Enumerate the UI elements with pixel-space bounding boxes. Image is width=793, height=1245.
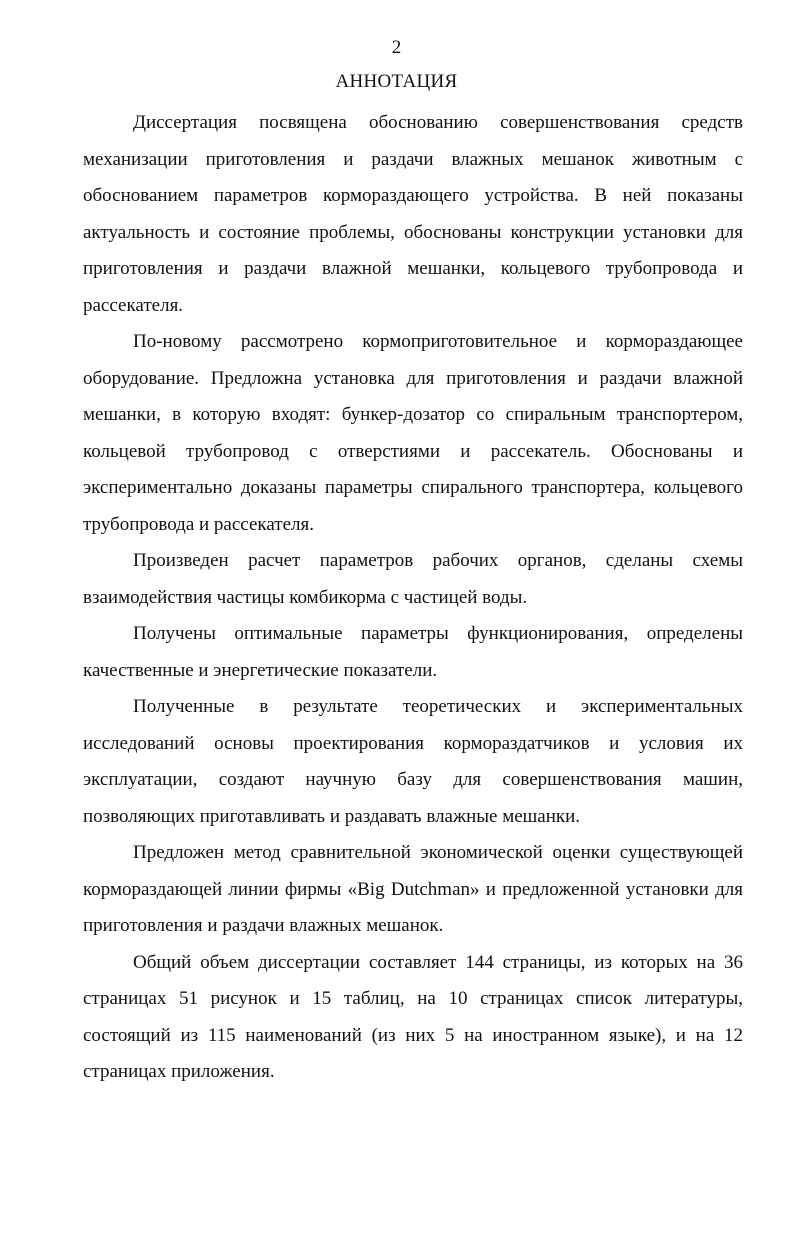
paragraph: Предложен метод сравнительной экономической оценки существующей кормораздающей линии фирмы «Big Dutchman» и предложенной установки для приготовления и раздачи влажных мешанок.: [83, 842, 743, 936]
paragraph: Получены оптимальные параметры функционирования, определены качественные и энергетические показатели.: [83, 623, 743, 681]
paragraph: Полученные в результате теоретических и экспериментальных исследований основы проектирования кормораздатчиков и условия их эксплуатации, создают научную базу для совершенствования машин, позволяющих приготавливать и раздавать влажные мешанки.: [83, 696, 743, 827]
paragraph: По-новому рассмотрено кормоприготовительное и кормораздающее оборудование. Предложна установка для приготовления и раздачи влажной мешанки, в которую входят: бункер-дозатор со спиральным транспортером, кольцевой трубопровод с отверстиями и рассекатель. Обоснованы и экспериментально доказаны параметры спирального транспортера, кольцевого трубопровода и рассекателя.: [83, 331, 743, 535]
paragraph: Диссертация посвящена обоснованию совершенствования средств механизации приготовления и раздачи влажных мешанок животным с обоснованием параметров кормораздающего устройства. В ней показаны актуальность и состояние проблемы, обоснованы конструкции установки для приготовления и раздачи влажной мешанки, кольцевого трубопровода и рассекателя.: [83, 112, 743, 316]
paragraph: Общий объем диссертации составляет 144 страницы, из которых на 36 страницах 51 рисунок и 15 таблиц, на 10 страницах список литературы, состоящий из 115 наименований (из них 5 на иностранном языке), и на 12 страницах приложения.: [83, 951, 743, 1082]
annotation-body: [83, 105, 743, 1091]
page-number: 2: [391, 37, 402, 58]
paragraph: Произведен расчет параметров рабочих органов, сделаны схемы взаимодействия частицы комбикорма с частицей воды.: [83, 550, 743, 608]
page-title: АННОТАЦИЯ: [335, 71, 458, 92]
